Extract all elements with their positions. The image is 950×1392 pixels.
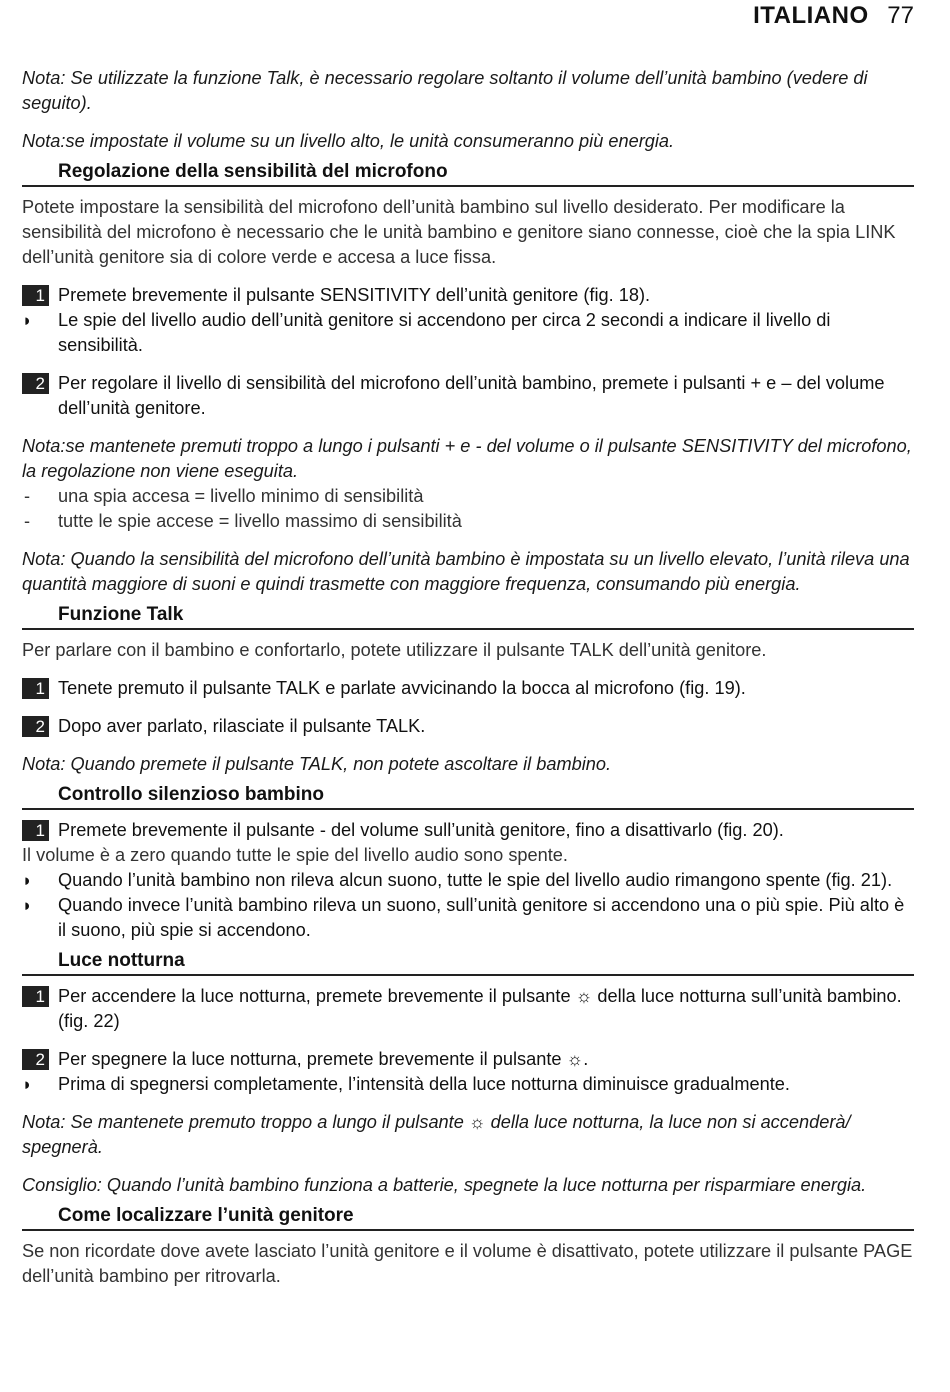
step-text: Premete brevemente il pulsante - del volume sull’unità genitore, fino a disattivarlo (fig. 20). [58,820,784,840]
step-text: Premete brevemente il pulsante SENSITIVITY dell’unità genitore (fig. 18). [58,285,651,305]
sensitivity-intro: Potete impostare la sensibilità del microfono dell’unità bambino sul livello desiderato. Per modificare la sensibilità del microfono è necessario che le unità bambino e genitore siano connesse, cioè che la spia LINK dell’unità genitore sia di colore verde e accesa a luce fissa. [22,197,896,267]
locate-text: Se non ricordate dove avete lasciato l’unità genitore e il volume è disattivato, potete utilizzare il pulsante PAGE dell’unità bambino per ritrovarla. [22,1241,913,1286]
page-number: 77 [887,2,914,29]
step-text: Per regolare il livello di sensibilità del microfono dell’unità bambino, premete i pulsanti + e – del volume dell’unità genitore. [58,373,885,418]
sensitivity-note-1: Nota:se mantenete premuti troppo a lungo i pulsanti + e - del volume o il pulsante SENSITIVITY del microfono, la regolazione non viene eseguita. [22,436,912,481]
note-volume: Nota:se impostate il volume su un livello alto, le unità consumeranno più energia. [22,131,675,151]
silent-bullet-1 [22,868,914,893]
bullet-icon: ◗ [22,871,33,890]
section-title-talk: Funzione Talk [22,602,914,630]
bullet-icon: ◗ [22,896,33,915]
talk-note: Nota: Quando premete il pulsante TALK, non potete ascoltare il bambino. [22,754,612,774]
step-text: Per spegnere la luce notturna, premete brevemente il pulsante ☼. [58,1049,589,1069]
sensitivity-step-1 [22,283,914,308]
bullet-icon: ◗ [22,1075,33,1094]
dash-marker: - [24,511,31,531]
dash-marker: - [24,486,31,506]
note-talk: Nota: Se utilizzate la funzione Talk, è necessario regolare soltanto il volume dell’unità bambino (vedere di seguito). [22,68,868,113]
step-number: 1 [22,678,49,699]
sensitivity-bullet-1 [22,308,914,358]
sensitivity-note-2: Nota: Quando la sensibilità del microfono dell’unità bambino è impostata su un livello elevato, l’unità rileva una quantità maggiore di suoni e quindi trasmette con maggiore frequenza, consumando più energia. [22,549,910,594]
section-title-night-light: Luce notturna [22,948,914,976]
page-header [753,2,914,30]
sensitivity-dash-2 [22,509,914,534]
page-content [22,66,914,1289]
bullet-text: Quando l’unità bambino non rileva alcun suono, tutte le spie del livello audio rimangono spente (fig. 21). [58,870,893,890]
sensitivity-step-2 [22,371,914,421]
bullet-text: Quando invece l’unità bambino rileva un suono, sull’unità genitore si accendono una o più spie. Più alto è il suono, più spie si accendono. [58,895,905,940]
step-text: Per accendere la luce notturna, premete brevemente il pulsante ☼ della luce notturna sull’unità bambino. (fig. 22) [58,986,902,1031]
section-title-locate: Come localizzare l’unità genitore [22,1203,914,1231]
talk-step-2 [22,714,914,739]
silent-bullet-2 [22,893,914,943]
talk-step-1 [22,676,914,701]
dash-text: tutte le spie accese = livello massimo di sensibilità [58,511,462,531]
step-number: 1 [22,820,49,841]
night-tip: Consiglio: Quando l’unità bambino funziona a batterie, spegnete la luce notturna per risparmiare energia. [22,1175,867,1195]
language-label: ITALIANO [753,2,869,29]
dash-text: una spia accesa = livello minimo di sensibilità [58,486,424,506]
step-number: 2 [22,1049,49,1070]
bullet-icon: ◗ [22,311,33,330]
night-step-2 [22,1047,914,1072]
step-text: Dopo aver parlato, rilasciate il pulsante TALK. [58,716,426,736]
bullet-text: Prima di spegnersi completamente, l’intensità della luce notturna diminuisce gradualmente. [58,1074,790,1094]
step-number: 2 [22,373,49,394]
sensitivity-dash-1 [22,484,914,509]
silent-step-1 [22,818,914,843]
section-title-sensitivity: Regolazione della sensibilità del microfono [22,159,914,187]
night-bullet-1 [22,1072,914,1097]
bullet-text: Le spie del livello audio dell’unità genitore si accendono per circa 2 secondi a indicare il livello di sensibilità. [58,310,831,355]
silent-text: Il volume è a zero quando tutte le spie del livello audio sono spente. [22,845,568,865]
step-number: 2 [22,716,49,737]
night-note: Nota: Se mantenete premuto troppo a lungo il pulsante ☼ della luce notturna, la luce non si accenderà/ spegnerà. [22,1112,851,1157]
step-number: 1 [22,986,49,1007]
step-text: Tenete premuto il pulsante TALK e parlate avvicinando la bocca al microfono (fig. 19). [58,678,746,698]
section-title-silent: Controllo silenzioso bambino [22,782,914,810]
talk-intro: Per parlare con il bambino e confortarlo, potete utilizzare il pulsante TALK dell’unità genitore. [22,640,767,660]
night-step-1 [22,984,914,1034]
step-number: 1 [22,285,49,306]
